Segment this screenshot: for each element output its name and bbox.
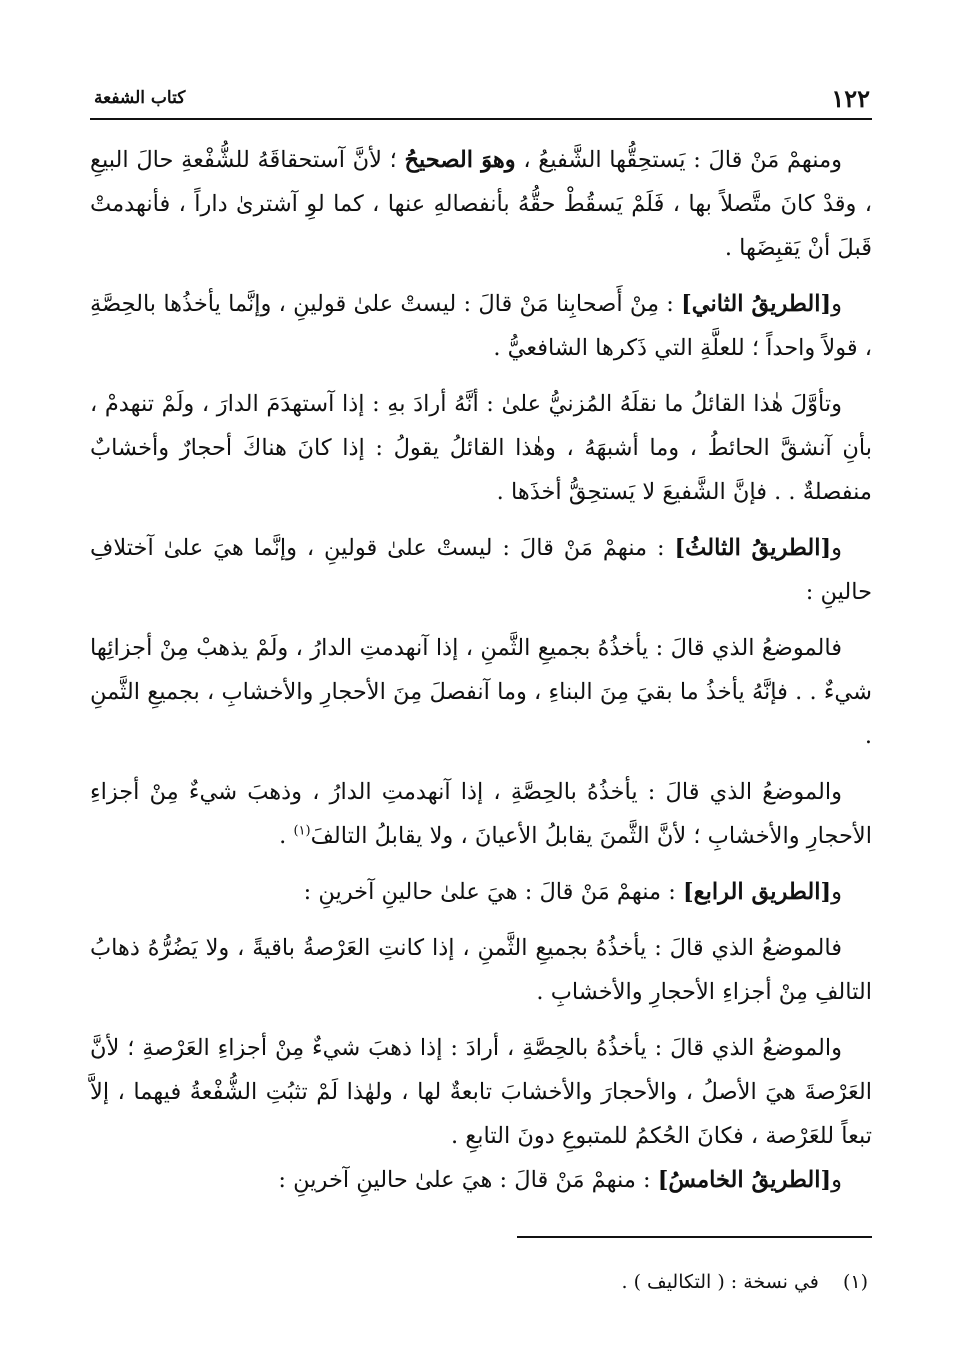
footnote-reference[interactable]: (١) <box>293 823 311 839</box>
paragraph-1 <box>90 138 872 270</box>
footnote <box>622 1271 869 1293</box>
footnote-divider <box>517 1236 872 1238</box>
paragraph-7 <box>90 870 872 914</box>
paragraph-5 <box>90 626 872 758</box>
paragraph-text: : مِنْ أَصحابِنا مَنْ قالَ : ليستْ علىٰ قولينِ ، وإنَّما يأخذُها بالحِصَّةِ ، قولاً واحداً ؛ للعلَّةِ التي ذَكرها الشافعيُّ . <box>90 291 872 361</box>
paragraph-text: : منهمْ مَنْ قالَ : هيَ علىٰ حالينِ آخرينِ : <box>303 879 683 905</box>
paragraph-text: فالموضعُ الذي قالَ : يأخذُهُ بجميعِ الثَّمنِ ، إذا آنهدمتِ الدارُ ، ولَمْ يذهبْ مِنْ أجزائِها شيءٌ . . فإنَّهُ يأخذُ ما بقيَ مِنَ البناءِ ، وما آنفصلَ مِنَ الأحجارِ والأخشابِ ، بجميعِ الثَّمنِ . <box>90 635 872 749</box>
paragraph-4 <box>90 526 872 614</box>
section-heading: [الطريقُ الثالثُ] <box>674 535 832 561</box>
section-heading: [الطريقُ الثاني] <box>681 291 832 317</box>
paragraph-3 <box>90 382 872 514</box>
paragraph-lead: و <box>831 1167 842 1193</box>
main-text <box>90 138 872 1202</box>
paragraph-lead: و <box>831 535 842 561</box>
paragraph-text: : منهمْ مَنْ قالَ : هيَ علىٰ حالينِ آخرينِ : <box>278 1167 658 1193</box>
section-heading: [الطريق الرابع] <box>682 879 832 905</box>
paragraph-2 <box>90 282 872 370</box>
page-header <box>90 84 872 120</box>
paragraph-9 <box>90 1026 872 1158</box>
paragraph-end: . <box>279 823 294 849</box>
paragraph-lead: ومنهمْ مَنْ قالَ : يَستحِقُّها الشَّفيعُ ، <box>515 147 842 173</box>
paragraph-10 <box>90 1158 872 1202</box>
paragraph-8 <box>90 926 872 1014</box>
paragraph-text: فالموضعُ الذي قالَ : يأخذُهُ بجميعِ الثَّمنِ ، إذا كانتِ العَرْصةُ باقيةً ، ولا يَضُرُّهُ ذهابُ التالفِ مِنْ أجزاءِ الأحجارِ والأخشابِ . <box>90 935 872 1005</box>
footnote-mark: (١) <box>842 1271 868 1293</box>
paragraph-text: والموضعُ الذي قالَ : يأخذُهُ بالحِصَّةِ ، أرادَ : إذا ذهبَ شيءٌ مِنْ أجزاءِ العَرْصةِ ؛ لأنَّ العَرْصةَ هيَ الأصلُ ، والأحجارَ والأخشابَ تابعةٌ لها ، ولهٰذا لَمْ تثبُتِ الشُّفْعةُ فيهما ، إلاَّ تبعاً للعَرْصة ، فكانَ الحُكمُ للمتبوعِ دونَ التابعِ . <box>90 1035 872 1149</box>
running-title: كتاب الشفعة <box>94 88 186 108</box>
paragraph-text: ؛ لأنَّ آستحقاقَهُ للشُّفْعةِ حالَ البيعِ ، وقدْ كانَ متَّصلاً بها ، فَلَمْ يَسقُطْ حقُّهُ بأنفصالهِ عنها ، كما لوِ آشترىٰ داراً ، فأنهدمتْ قَبلَ أنْ يَقبِضَها . <box>90 147 872 261</box>
paragraph-text: وتأوَّلَ هٰذا القائلُ ما نقلَهُ المُزنيُّ علىٰ : أنَّهُ أرادَ بهِ : إذا آستهدَمَ الدارَ ، ولَمْ تنهدمْ ، بأنِ آنشقَّ الحائطُ ، وما أشبهَهُ ، وهٰذا القائلُ يقولُ : إذا كانَ هناكَ أحجارٌ وأخشابٌ منفصلةٌ . . فإنَّ الشَّفيعَ لا يَستحِقُّ أخذَها . <box>90 391 872 505</box>
paragraph-text: : منهمْ مَنْ قالَ : ليستْ علىٰ قولينِ ، وإنَّما هيَ علىٰ آختلافِ حالينِ : <box>90 535 872 605</box>
paragraph-text: والموضعُ الذي قالَ : يأخذُهُ بالحِصَّةِ ، إذا آنهدمتِ الدارُ ، وذهبَ شيءٌ مِنْ أجزاءِ الأحجارِ والأخشابِ ؛ لأنَّ الثَّمنَ يقابلُ الأعيانَ ، ولا يقابلُ التالفَ <box>90 779 872 849</box>
section-heading: [الطريقُ الخامسُ] <box>657 1167 832 1193</box>
paragraph-lead: و <box>831 291 842 317</box>
paragraph-lead: و <box>831 879 842 905</box>
footnote-text: في نسخة : ( التكاليف ) . <box>621 1271 819 1293</box>
paragraph-6 <box>90 770 872 858</box>
page-number: ١٢٢ <box>831 84 870 113</box>
paragraph-emphasis: وهوَ الصحيحُ <box>404 147 516 173</box>
